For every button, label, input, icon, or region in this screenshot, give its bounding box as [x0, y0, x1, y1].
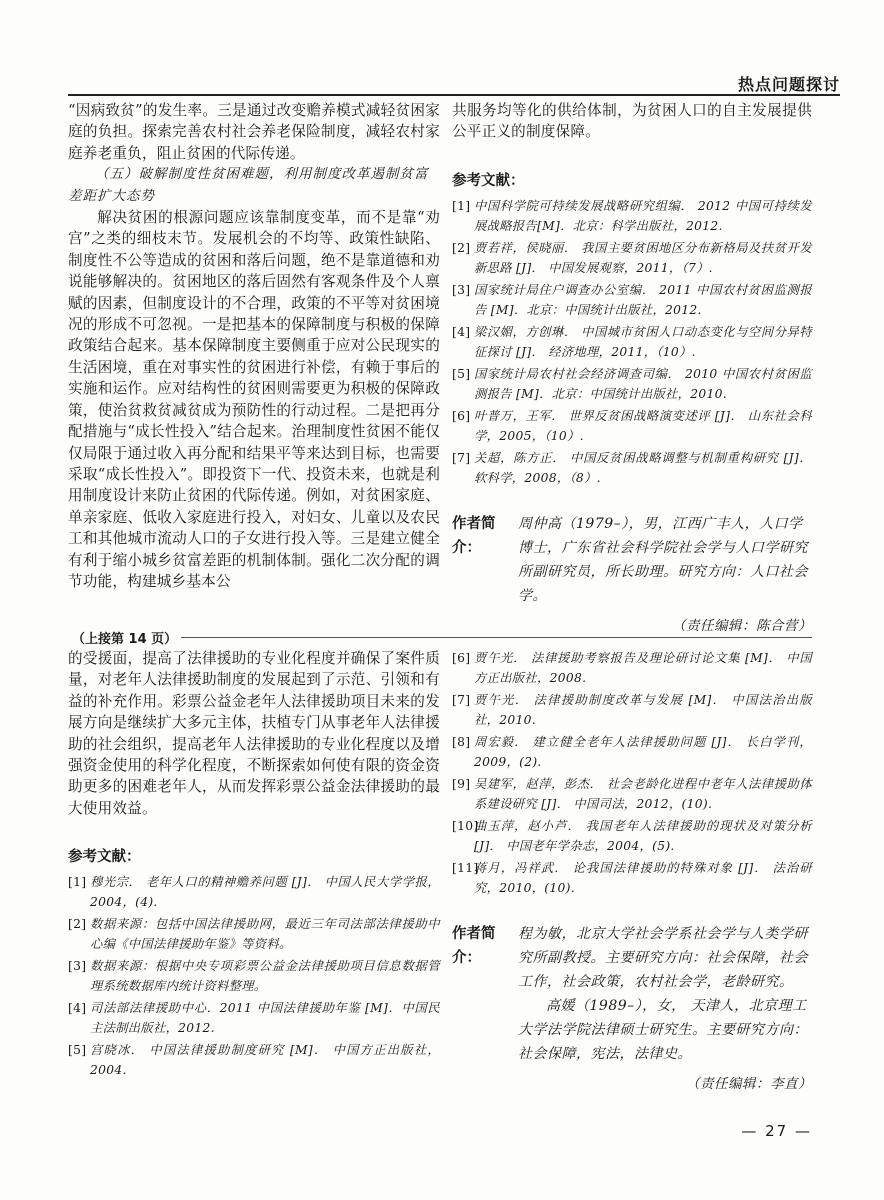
- page-number: — 27 —: [741, 1122, 812, 1140]
- reference-number: [5]: [452, 366, 471, 381]
- reference-number: [1]: [452, 198, 471, 213]
- reference-item: [452, 774, 812, 814]
- reference-text: 穆光宗． 老年人口的精神赡养问题 [J]． 中国人民大学学报，2004，(4).: [90, 875, 440, 910]
- lower-right-column: [452, 648, 812, 1092]
- reference-number: [2]: [68, 917, 87, 932]
- reference-item: [452, 280, 812, 320]
- lower-responsible-editor: （责任编辑：李直）: [686, 1076, 812, 1092]
- reference-item: [452, 196, 812, 236]
- reference-item: [68, 914, 440, 954]
- journal-section-title: 热点问题探讨: [737, 75, 840, 94]
- reference-number: [3]: [452, 282, 471, 297]
- reference-text: 吴建军，赵萍，彭杰． 社会老龄化进程中老年人法律援助体系建设研究 [J]． 中国司法，2012，(10).: [474, 777, 812, 811]
- reference-item: [452, 858, 812, 898]
- reference-item: [68, 872, 440, 912]
- reference-number: [6]: [452, 408, 471, 423]
- reference-text: 叶普万，王军． 世界反贫困战略演变述评 [J]． 山东社会科学，2005，（10）.: [474, 408, 812, 443]
- reference-item: [68, 956, 440, 996]
- lower-right-reference-list: [452, 648, 812, 898]
- author-bio-paragraph: 周仲高（1979–），男，江西广丰人，人口学博士，广东省社会科学院社会学与人口学研究所副研究员，所长助理。研究方向：人口社会学。: [518, 515, 808, 604]
- upper-right-column: [452, 100, 812, 634]
- reference-item: [452, 238, 812, 278]
- reference-text: 关超，陈方正． 中国反贫困战略调整与机制重构研究 [J]． 软科学，2008，（8）.: [474, 450, 812, 485]
- lower-left-reference-list: [68, 872, 440, 1080]
- reference-text: 蒋月，冯祥武． 论我国法律援助的特殊对象 [J]． 法治研究，2010，(10).: [474, 861, 812, 895]
- reference-number: [2]: [452, 240, 471, 255]
- reference-text: 国家统计局住户调查办公室编． 2011 中国农村贫困监测报告 [M]．北京：中国统计出版社，2012.: [474, 282, 812, 317]
- author-bio-label: 作者简介：: [452, 515, 496, 556]
- upper-right-continuation: 共服务均等化的供给体制，为贫困人口的自主发展提供公平正义的制度保障。: [452, 102, 812, 141]
- upper-left-body-paragraph: 解决贫困的根源问题应该靠制度变革，而不是靠“劝宫”之类的细枝末节。发展机会的不均等、政策性缺陷、制度性不公等造成的贫困和落后问题，绝不是靠道德和劝说能够解决的。贫困地区的落后固然有客观条件及个人禀赋的因素，但制度设计的不合理，政策的不平等对贫困境况的形成不可忽视。一是把基本的保障制度与积极的保障政策结合起来。基本保障制度主要侧重于应对公民现实的生活困境，重在对事实性的贫困进行补偿，有赖于事后的实施和运作。应对结构性的贫困则需要更为积极的保障政策，使治贫救贫减贫成为预防性的行动过程。二是把再分配措施与“成长性投入”结合起来。治理制度性贫困不能仅仅局限于通过收入再分配和结果平等来达到目标，也需要采取“成长性投入”。即投资下一代、投资未来，也就是利用制度设计来防止贫困的代际传递。例如，对贫困家庭、单亲家庭、低收入家庭进行投入，对妇女、儿童以及农民工和其他城市流动人口的子女进行投入等。三是建立健全有利于缩小城乡贫富差距的机制体制。强化二次分配的调节功能，构建城乡基本公: [68, 209, 440, 590]
- reference-item: [452, 732, 812, 772]
- reference-text: 贾午光． 法律援助考察报告及理论研讨论文集 [M]． 中国方正出版社，2008.: [474, 651, 812, 685]
- reference-text: 数据来源：包括中国法律援助网，最近三年司法部法律援助中心编《中国法律援助年鉴》等资料。: [90, 917, 440, 952]
- lower-left-body-paragraph: 的受援面，提高了法律援助的专业化程度并确保了案件质量，对老年人法律援助制度的发展起到了示范、引领和有益的补充作用。彩票公益金老年人法律援助项目未来的发展方向是继续扩大多元主体，扶植专门从事老年人法律援助的社会组织，提高老年人法律援助的专业化程度以及增强资金使用的科学化程度，不断探索如何使有限的资金资助更多的困难老年人，从而发挥彩票公益金法律援助的最大使用效益。: [68, 650, 440, 817]
- reference-text: 曲玉萍，赵小芦． 我国老年人法律援助的现状及对策分析 [J]． 中国老年学杂志，2004，(5).: [474, 819, 812, 853]
- author-bio-label: 作者简介：: [452, 926, 496, 966]
- reference-text: 贾若祥，侯晓丽． 我国主要贫困地区分布新格局及扶贫开发新思路 [J]． 中国发展观察，2011，（7）.: [474, 240, 812, 275]
- reference-text: 贾午光． 法律援助制度改革与发展 [M]． 中国法治出版社，2010.: [474, 693, 812, 727]
- reference-text: 国家统计局农村社会经济调查司编． 2010 中国农村贫困监测报告 [M]．北京：中国统计出版社，2010.: [474, 366, 812, 401]
- reference-number: [10]: [452, 819, 479, 833]
- reference-text: 中国科学院可持续发展战略研究组编． 2012 中国可持续发展战略报告[M]．北京：科学出版社，2012.: [474, 198, 812, 233]
- reference-item: [452, 648, 812, 688]
- reference-number: [1]: [68, 875, 87, 890]
- upper-responsible-editor: （责任编辑：陈合营）: [672, 617, 812, 634]
- lower-author-bio: [452, 922, 812, 1066]
- header-rule: [68, 94, 840, 96]
- upper-left-opening-paragraph: “因病致贫”的发生率。三是通过改变赡养模式减轻贫困家庭的负担。探索完善农村社会养老保险制度，减轻农村家庭养老重负，阻止贫困的代际传递。: [68, 102, 440, 162]
- reference-text: 梁汉媚，方创琳． 中国城市贫困人口动态变化与空间分异特征探讨 [J]． 经济地理，2011，（10）.: [474, 324, 812, 359]
- reference-number: [11]: [452, 861, 479, 875]
- reference-item: [68, 1040, 440, 1080]
- upper-author-bio: [452, 512, 812, 608]
- section-heading-five: （五）破解制度性贫困难题，利用制度改革遏制贫富差距扩大态势: [68, 166, 429, 204]
- reference-item: [68, 998, 440, 1038]
- reference-item: [452, 406, 812, 446]
- reference-item: [452, 448, 812, 488]
- reference-number: [4]: [68, 1001, 87, 1016]
- reference-number: [5]: [68, 1043, 87, 1058]
- author-bio-paragraph: 程为敏，北京大学社会学系社会学与人类学研究所副教授。主要研究方向：社会保障，社会工作，社会政策，农村社会学，老龄研究。: [518, 926, 808, 990]
- upper-left-column: [68, 100, 440, 592]
- reference-number: [9]: [452, 777, 471, 791]
- reference-text: 司法部法律援助中心．2011 中国法律援助年鉴 [M]．中国民主法制出版社，2012.: [90, 1001, 440, 1036]
- upper-references-title: 参考文献：: [452, 172, 525, 189]
- reference-number: [8]: [452, 735, 471, 749]
- reference-number: [4]: [452, 324, 471, 339]
- reference-item: [452, 816, 812, 856]
- reference-text: 宫晓冰． 中国法律援助制度研究 [M]． 中国方正出版社，2004.: [90, 1043, 440, 1078]
- author-bio-text: [518, 922, 812, 1066]
- author-bio-paragraph: 高媛（1989–），女， 天津人，北京理工大学法学院法律硕士研究生。主要研究方向：社会保障，宪法，法律史。: [518, 998, 808, 1062]
- reference-number: [7]: [452, 693, 471, 707]
- author-bio-text: [518, 512, 812, 608]
- reference-item: [452, 690, 812, 730]
- reference-number: [7]: [452, 450, 471, 465]
- continued-from-label: （上接第 14 页）: [68, 628, 181, 647]
- upper-reference-list: [452, 196, 812, 488]
- reference-text: 周宏毅． 建立健全老年人法律援助问题 [J]． 长白学刊，2009，(2).: [474, 735, 812, 769]
- reference-item: [452, 322, 812, 362]
- reference-number: [3]: [68, 959, 87, 974]
- reference-text: 数据来源：根据中央专项彩票公益金法律援助项目信息数据管理系统数据库内统计资料整理。: [90, 959, 440, 994]
- reference-number: [6]: [452, 651, 471, 665]
- lower-left-column: [68, 648, 440, 1082]
- lower-references-title: 参考文献：: [68, 849, 141, 866]
- reference-item: [452, 364, 812, 404]
